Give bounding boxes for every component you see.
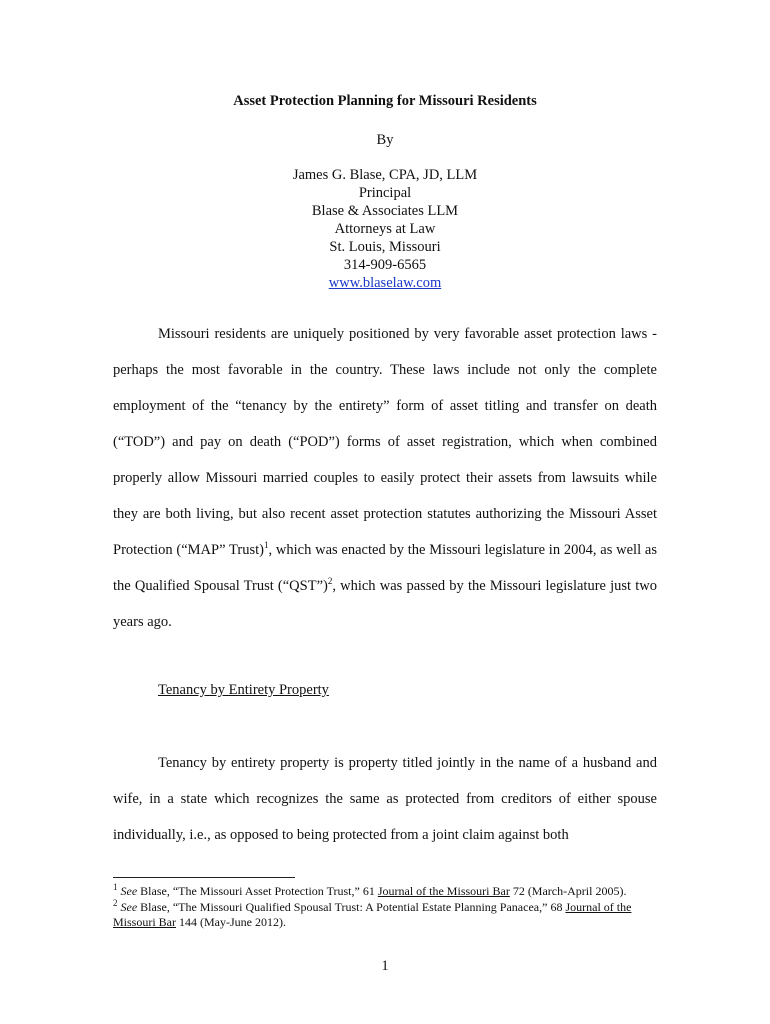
footnote-number: 2 [113,898,118,908]
journal-name: Journal of the Missouri Bar [113,900,632,929]
author-name: James G. Blase, CPA, JD, LLM [292,167,478,183]
footnote-text: Blase, “The Missouri Asset Protection Trust,” 61 [137,884,378,898]
page-number: 1 [381,958,389,974]
entirety-text: Tenancy by entirety property is property titled jointly in the name of a husband and wife, in a state which recognizes the same as protected from creditors of either spouse individually, i.e., as opposed to being protected from a joint claim against both [113,755,657,843]
website-line [0,274,770,292]
firm-location: St. Louis, Missouri [329,239,441,255]
footnote-ref-2[interactable]: 2 [327,576,333,587]
footnote-signal: See [120,900,138,914]
website-link[interactable]: www.blaselaw.com [328,275,442,291]
footnote-text: Blase, “The Missouri Qualified Spousal Trust: A Potential Estate Planning Panacea,” 68 [137,900,566,914]
firm-name: Blase & Associates LLM [311,203,459,219]
footnote-1 [113,884,657,899]
journal-name: Journal of the Missouri Bar [377,884,510,898]
intro-text-a: Missouri residents are uniquely positioned by very favorable asset protection laws - perhaps the most favorable in the country. These laws include not only the complete employment of the “tenancy by the entirety” form of asset titling and transfer on death (“TOD”) and pay on death (“POD”) forms of asset registration, which when combined properly allow Missouri married couples to easily protect their assets from lawsuits while they are both living, but also recent asset protection statutes authorizing the Missouri Asset Protection (“MAP” Trust) [113,326,657,558]
firm-phone: 314-909-6565 [343,257,427,273]
intro-text-c: , which was passed by the Missouri legislature just two years ago. [113,578,657,630]
footnote-ref-1[interactable]: 1 [263,540,269,551]
section-heading: Tenancy by Entirety Property [158,682,329,698]
footnote-signal: See [120,884,138,898]
footnote-divider [113,877,295,878]
footnote-number: 1 [113,882,118,892]
footnote-2 [113,900,657,930]
entirety-paragraph [113,745,657,853]
intro-text-b: , which was enacted by the Missouri legislature in 2004, as well as the Qualified Spousal Trust (“QST”) [113,542,657,594]
firm-practice: Attorneys at Law [334,221,436,237]
document-title: Asset Protection Planning for Missouri Residents [233,93,537,109]
author-role: Principal [358,185,412,201]
intro-paragraph [113,316,657,640]
byline: By [376,132,394,148]
footnote-text-end: 144 (May-June 2012). [176,915,286,929]
footnote-text-end: 72 (March-April 2005). [509,884,627,898]
